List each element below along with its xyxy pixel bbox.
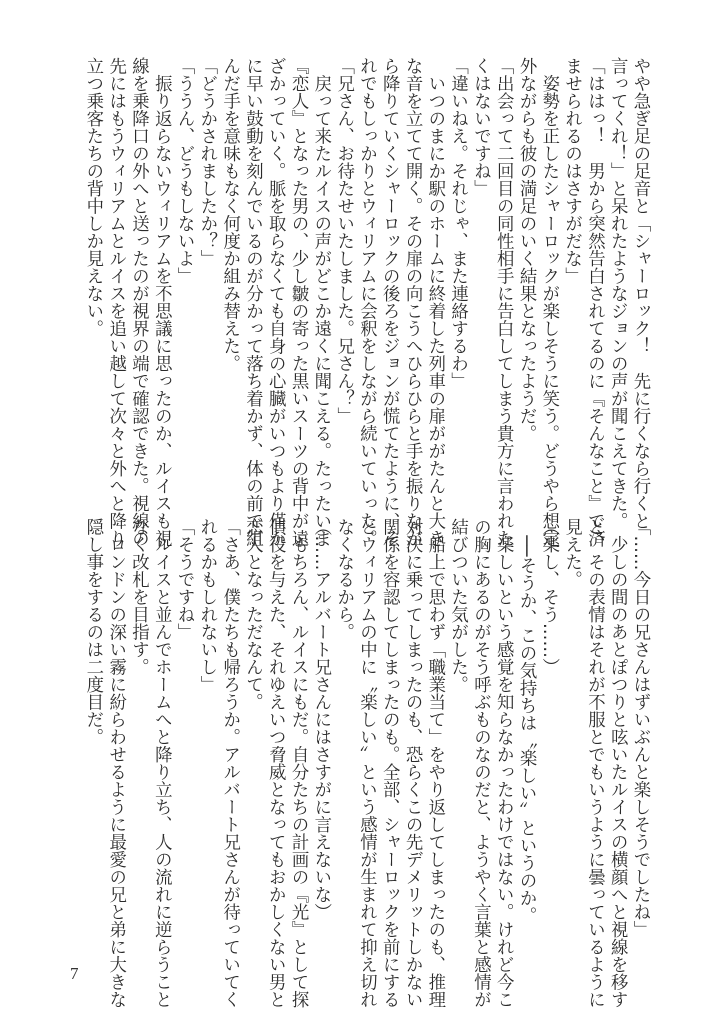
text-line: ──そうか、この気持ちは〝楽しい〟というのか。	[516, 518, 537, 925]
text-line: 戻って来たルイスの声がどこか遠くに聞こえる。たったいま	[310, 57, 331, 547]
text-line: なくなるから。	[333, 518, 354, 641]
text-line: 「そうですね」	[174, 518, 195, 641]
text-line: 対決に乗ってしまったのも、恐らくこの先デメリットしかない	[402, 518, 423, 1008]
text-line: ルイスと並んでホームへと降り立ち、人の流れに逆らうこと	[151, 518, 172, 1008]
text-line: なく改札を目指す。	[128, 518, 149, 676]
text-block-top	[81, 57, 651, 547]
text-line: もちろん、ルイスにもだ。自分たちの計画の『光』として探	[288, 518, 309, 1008]
text-line: 少しの間のあとぽつりと呟いたルイスの横顔へと視線を移す	[607, 518, 628, 1008]
text-line: （楽し、そう……）	[538, 518, 559, 676]
text-line: 隠し事をするのは二度目だ。	[82, 518, 103, 746]
text-line: いつのまにか駅のホームに終着した列車の扉ががたんと大き	[424, 57, 445, 547]
text-line: 偵役を与えた、それゆえいつ脅威となってもおかしくない男と	[265, 518, 286, 1008]
text-line: 「出会って二回目の同性相手に告白してしまう貴方に言われた	[493, 57, 514, 547]
text-line: 立つ乗客たちの背中しか見えない。	[82, 57, 103, 337]
text-line: 姿勢を正したシャーロックが楽しそうに笑う。どうやら想定	[538, 57, 559, 547]
text-line: 振り返らないウィリアムを不思議に思ったのか、ルイスも視	[151, 57, 172, 547]
text-line: 「さあ、僕たちも帰ろうか。アルバート兄さんが待っていてく	[219, 518, 240, 1008]
text-line: 外ながらも彼の満足のいく結果となったようだ。	[516, 57, 537, 442]
text-block-bottom	[81, 518, 651, 1008]
text-line: ざかっていく。脈を取らなくても自身の心臓がいつもより僅か	[265, 57, 286, 547]
text-line: 『恋人』となった男の、少し皺の寄った黒いスーツの背中が遠	[288, 57, 309, 547]
text-line: 関係を容認してしまったのも。全部、シャーロックを前にする	[379, 518, 400, 1008]
text-line: 「……今日の兄さんはずいぶんと楽しそうでしたね」	[630, 518, 650, 938]
text-line: に早い鼓動を刻んでいるのが分かって落ち着かず、体の前で組	[242, 57, 263, 547]
text-line: 言ってくれ！」と呆れたようなジョンの声が聞こえてきた。	[607, 57, 628, 530]
text-line: れるかもしれないし」	[196, 518, 217, 693]
text-line: んだ手を意味もなく何度か組み替えた。	[219, 57, 240, 372]
text-line: の胸にあるのがそう呼ぶものなのだと、ようやく言葉と感情が	[470, 518, 491, 1008]
text-line: 線を乗降口の外へと送ったのが視界の端で確認できた。視線の	[128, 57, 149, 547]
text-line: 楽しいという感覚を知らなかったわけではない。けれど今こ	[493, 518, 514, 1008]
text-line: 恋人となっただなんて。	[242, 518, 263, 711]
text-line: ロンドンの深い霧に紛らわせるように最愛の兄と弟に大きな	[105, 518, 126, 1008]
text-line: （……アルバート兄さんにはさすがに言えないな）	[310, 518, 331, 921]
text-line: 先にはもうウィリアムとルイスを追い越して次々と外へと降り	[105, 57, 126, 547]
text-line: れでもしっかりとウィリアムに会釈をしながら続いていった。	[356, 57, 377, 547]
page-number: 7	[70, 964, 79, 983]
text-line: な音を立てて開く。その扉の向こうへひらひらと手を振りなが	[402, 57, 423, 547]
text-line: 「どうかされましたか？」	[196, 57, 217, 267]
text-line: とウィリアムの中に〝楽しい〟という感情が生まれて抑え切れ	[356, 518, 377, 1008]
text-line: やや急ぎ足の足音と「シャーロック！ 先に行くなら行くと	[630, 57, 650, 530]
text-line: 「ははっ！ 男から突然告白されてるのに『そんなこと』で済	[584, 57, 605, 547]
text-line: 「違いねえ。それじゃ、また連絡するわ」	[447, 57, 468, 390]
text-line: ら降りていくシャーロックの後ろをジョンが慌てたように、そ	[379, 57, 400, 547]
text-line: と、その表情はそれが不服とでもいうように曇っているように	[584, 518, 605, 1008]
text-line: 「兄さん、お待たせいたしました。兄さん？」	[333, 57, 354, 425]
text-line: くはないですね」	[470, 57, 491, 197]
text-line: 結びついた気がした。	[447, 518, 468, 693]
text-line: 見えた。	[561, 518, 582, 588]
text-line: 「ううん、どうもしないよ」	[174, 57, 195, 285]
text-line: 船上で思わず「職業当て」をやり返してしまったのも、推理	[424, 518, 445, 1008]
text-line: ませられるのはさすがだな」	[561, 57, 582, 285]
